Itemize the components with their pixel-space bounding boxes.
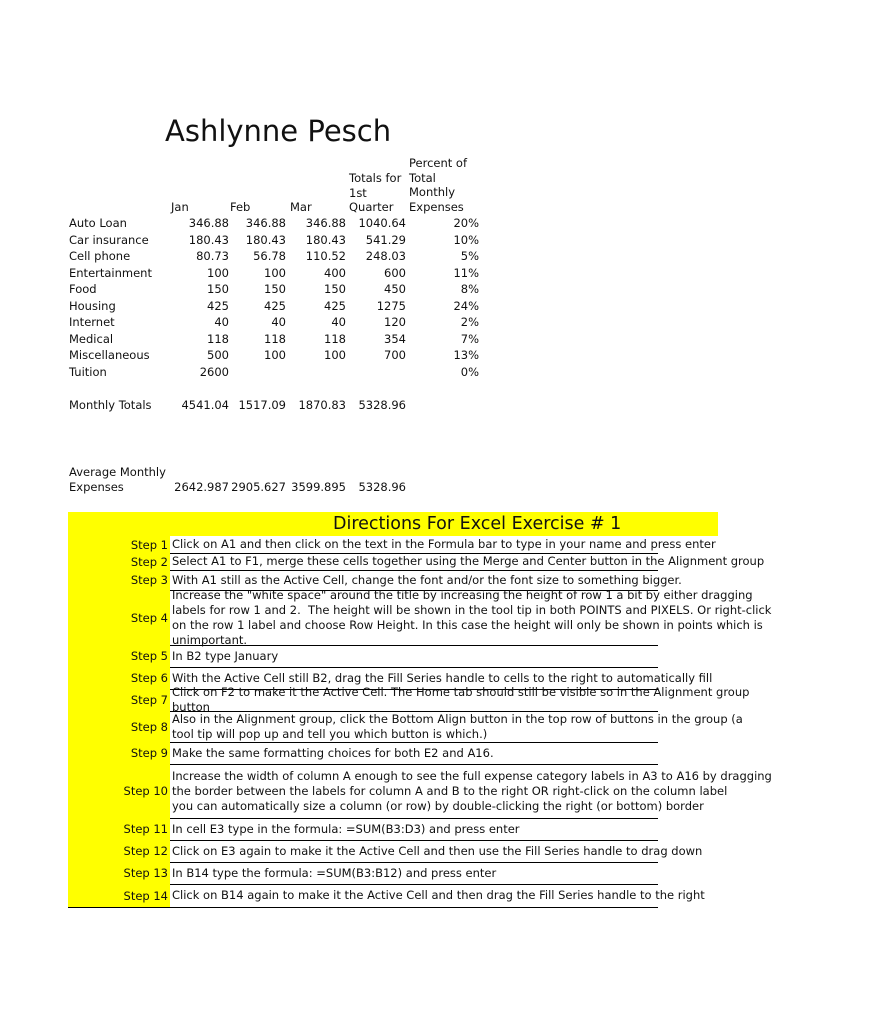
header-percent-line: Percent of xyxy=(409,156,468,170)
cell-jan[interactable]: 118 xyxy=(207,331,229,346)
cell-pct[interactable]: 5% xyxy=(460,249,479,263)
step-row[interactable] xyxy=(68,840,703,863)
step-text xyxy=(172,844,872,859)
step-text-line: labels for row 1 and 2. The height will be shown in the tool tip in both POINTS and PIXELS. Or right-click xyxy=(172,603,772,617)
step-text-line: Click on F2 to make it the Active Cell. The Home tab should still be visible so in the Alignment group xyxy=(172,685,750,699)
directions-header[interactable] xyxy=(68,512,718,536)
step-label: Step 4 xyxy=(68,590,170,645)
cell-jan[interactable]: 150 xyxy=(207,282,229,296)
step-row[interactable] xyxy=(68,536,716,554)
step-label: Step 12 xyxy=(68,840,170,862)
step-text xyxy=(172,769,872,814)
cell-mar[interactable]: 118 xyxy=(324,331,346,346)
step-label: Step 3 xyxy=(68,570,170,590)
header-feb[interactable]: Feb xyxy=(230,200,251,214)
step-text xyxy=(172,712,872,742)
step-text-line: Click on E3 again to make it the Active Cell and then use the Fill Series handle to drag down xyxy=(172,844,703,858)
cell-total[interactable]: 450 xyxy=(384,282,406,296)
average-feb[interactable]: 2905.627 xyxy=(231,480,286,494)
average-jan[interactable]: 2642.987 xyxy=(174,480,229,494)
step-text-line: In cell E3 type in the formula: =SUM(B3:D3) and press enter xyxy=(172,822,520,836)
header-jan[interactable]: Jan xyxy=(171,200,189,214)
header-totals[interactable] xyxy=(349,171,401,215)
step-text-line: unimportant. xyxy=(172,633,248,647)
cell-feb[interactable]: 180.43 xyxy=(245,232,286,247)
cell-pct[interactable]: 24% xyxy=(453,298,479,313)
step-row[interactable] xyxy=(68,645,658,668)
header-percent[interactable] xyxy=(409,156,467,214)
step-text-line: Make the same formatting choices for both E2 and A16. xyxy=(172,746,494,760)
monthly-totals-label[interactable]: Monthly Totals xyxy=(69,398,152,412)
step-row[interactable] xyxy=(68,764,772,819)
cell-total[interactable]: 600 xyxy=(384,265,406,280)
header-totals-line: Totals for xyxy=(349,171,402,185)
row-label[interactable]: Cell phone xyxy=(69,249,131,263)
cell-feb[interactable]: 118 xyxy=(264,331,286,346)
step-text-line: In B14 type the formula: =SUM(B3:B12) and press enter xyxy=(172,866,497,880)
header-totals-line: 1st xyxy=(349,185,367,200)
step-text xyxy=(172,588,872,648)
step-text-line: the border between the labels for column A and B to the right OR right-click on the column label xyxy=(172,784,728,798)
cell-feb[interactable]: 100 xyxy=(264,265,286,280)
step-text xyxy=(172,746,872,761)
row-label[interactable]: Internet xyxy=(69,315,115,329)
cell-mar[interactable]: 150 xyxy=(324,282,346,296)
step-text-line: Increase the width of column A enough to see the full expense category labels in A3 to A16 by dragging xyxy=(172,769,772,783)
average-label-line2[interactable]: Expenses xyxy=(69,480,124,494)
cell-feb[interactable]: 100 xyxy=(264,348,286,362)
step-text-line: Also in the Alignment group, click the Bottom Align button in the top row of buttons in the group (a xyxy=(172,712,743,726)
cell-jan[interactable]: 346.88 xyxy=(188,216,229,230)
cell-mar[interactable]: 100 xyxy=(324,348,346,362)
cell-pct[interactable]: 2% xyxy=(460,315,479,329)
monthly-total-feb[interactable]: 1517.09 xyxy=(238,398,286,412)
row-label[interactable]: Auto Loan xyxy=(69,216,127,230)
row-label[interactable]: Housing xyxy=(69,298,116,313)
step-text-line: In B2 type January xyxy=(172,649,279,663)
cell-pct[interactable]: 10% xyxy=(453,232,479,247)
cell-jan[interactable]: 180.43 xyxy=(188,232,229,247)
step-label: Step 14 xyxy=(68,884,170,907)
step-row[interactable] xyxy=(68,711,743,743)
cell-feb[interactable]: 40 xyxy=(271,315,286,329)
cell-total[interactable]: 248.03 xyxy=(365,249,406,263)
step-row[interactable] xyxy=(68,884,705,908)
cell-jan[interactable]: 425 xyxy=(207,298,229,313)
average-quarter[interactable]: 5328.96 xyxy=(358,480,406,494)
cell-feb[interactable]: 150 xyxy=(264,282,286,296)
step-label: Step 13 xyxy=(68,862,170,884)
step-text xyxy=(172,671,872,686)
average-mar[interactable]: 3599.895 xyxy=(291,480,346,494)
step-label: Step 10 xyxy=(68,764,170,818)
cell-mar[interactable]: 110.52 xyxy=(305,249,346,263)
step-label: Step 1 xyxy=(68,536,170,553)
header-percent-line: Monthly xyxy=(409,185,456,200)
step-label: Step 6 xyxy=(68,667,170,689)
cell-total[interactable]: 541.29 xyxy=(365,232,406,247)
step-label: Step 5 xyxy=(68,645,170,667)
row-label[interactable]: Entertainment xyxy=(69,265,152,280)
cell-feb[interactable]: 425 xyxy=(264,298,286,313)
step-text-line: button xyxy=(172,700,210,714)
cell-pct[interactable]: 0% xyxy=(460,364,479,379)
cell-mar[interactable]: 40 xyxy=(331,315,346,329)
cell-pct[interactable]: 20% xyxy=(453,216,479,230)
step-label: Step 9 xyxy=(68,742,170,764)
monthly-total-mar[interactable]: 1870.83 xyxy=(298,398,346,412)
step-row[interactable] xyxy=(68,588,772,647)
cell-mar[interactable]: 346.88 xyxy=(305,216,346,230)
cell-pct[interactable]: 7% xyxy=(460,331,479,346)
step-text xyxy=(172,888,872,903)
step-row[interactable] xyxy=(68,553,765,571)
step-text-line: tool tip will pop up and tell you which button is which.) xyxy=(172,727,488,741)
step-text xyxy=(172,537,872,552)
monthly-total-jan[interactable]: 4541.04 xyxy=(181,398,229,412)
cell-jan[interactable]: 100 xyxy=(207,265,229,280)
cell-total[interactable]: 354 xyxy=(384,331,406,346)
average-label-line1[interactable]: Average Monthly xyxy=(69,465,166,479)
step-text-line: Increase the "white space" around the title by increasing the height of row 1 a bit by either dragging xyxy=(172,588,753,602)
cell-pct[interactable]: 8% xyxy=(460,282,479,296)
cell-mar[interactable]: 400 xyxy=(324,265,346,280)
cell-total[interactable]: 1275 xyxy=(376,298,406,313)
step-text xyxy=(172,822,872,837)
cell-pct[interactable]: 11% xyxy=(453,265,479,280)
cell-mar[interactable]: 425 xyxy=(324,298,346,313)
header-percent-line: Expenses xyxy=(409,199,464,214)
row-label[interactable]: Miscellaneous xyxy=(69,348,150,362)
row-label[interactable]: Food xyxy=(69,282,97,296)
header-percent-line: Total xyxy=(409,170,436,185)
step-text xyxy=(172,866,872,881)
step-text-line: With A1 still as the Active Cell, change the font and/or the font size to something bigger. xyxy=(172,573,682,587)
title[interactable]: Ashlynne Pesch xyxy=(165,114,392,148)
header-totals-line: Quarter xyxy=(349,200,394,215)
step-text xyxy=(172,573,872,588)
cell-mar[interactable]: 180.43 xyxy=(305,232,346,247)
step-text-line: Click on B14 again to make it the Active Cell and then drag the Fill Series handle to the right xyxy=(172,888,705,902)
cell-feb[interactable]: 56.78 xyxy=(253,249,286,263)
row-label[interactable]: Medical xyxy=(69,331,114,346)
step-text-line: Click on A1 and then click on the text in the Formula bar to type in your name and press enter xyxy=(172,537,716,551)
step-label: Step 8 xyxy=(68,711,170,742)
step-text-line: With the Active Cell still B2, drag the Fill Series handle to cells to the right to automatically fill xyxy=(172,671,713,685)
step-label: Step 2 xyxy=(68,553,170,570)
step-text xyxy=(172,554,872,569)
cell-jan[interactable]: 500 xyxy=(207,348,229,362)
cell-jan[interactable]: 40 xyxy=(214,315,229,329)
cell-total[interactable]: 700 xyxy=(384,348,406,362)
step-text-line: Select A1 to F1, merge these cells together using the Merge and Center button in the Alignment group xyxy=(172,554,765,568)
step-text-line: you can automatically size a column (or row) by double-clicking the right (or bottom) border xyxy=(172,799,704,813)
step-text xyxy=(172,649,872,664)
step-label: Step 7 xyxy=(68,689,170,711)
cell-jan[interactable]: 2600 xyxy=(199,364,229,379)
monthly-total-quarter[interactable]: 5328.96 xyxy=(358,398,406,412)
header-mar[interactable]: Mar xyxy=(290,200,312,214)
cell-jan[interactable]: 80.73 xyxy=(196,249,229,263)
step-text-line: on the row 1 label and choose Row Height. In this case the height will only be shown in points which is xyxy=(172,618,763,632)
cell-total[interactable]: 1040.64 xyxy=(358,216,406,230)
step-row[interactable] xyxy=(68,685,750,714)
cell-total[interactable]: 120 xyxy=(384,315,406,329)
row-label[interactable]: Tuition xyxy=(69,364,107,379)
cell-pct[interactable]: 13% xyxy=(453,348,479,362)
step-label: Step 11 xyxy=(68,818,170,840)
step-row[interactable] xyxy=(68,742,658,765)
row-label[interactable]: Car insurance xyxy=(69,232,149,247)
directions-title: Directions For Excel Exercise # 1 xyxy=(333,514,622,534)
cell-feb[interactable]: 346.88 xyxy=(245,216,286,230)
step-row[interactable] xyxy=(68,862,658,885)
step-row[interactable] xyxy=(68,818,658,841)
